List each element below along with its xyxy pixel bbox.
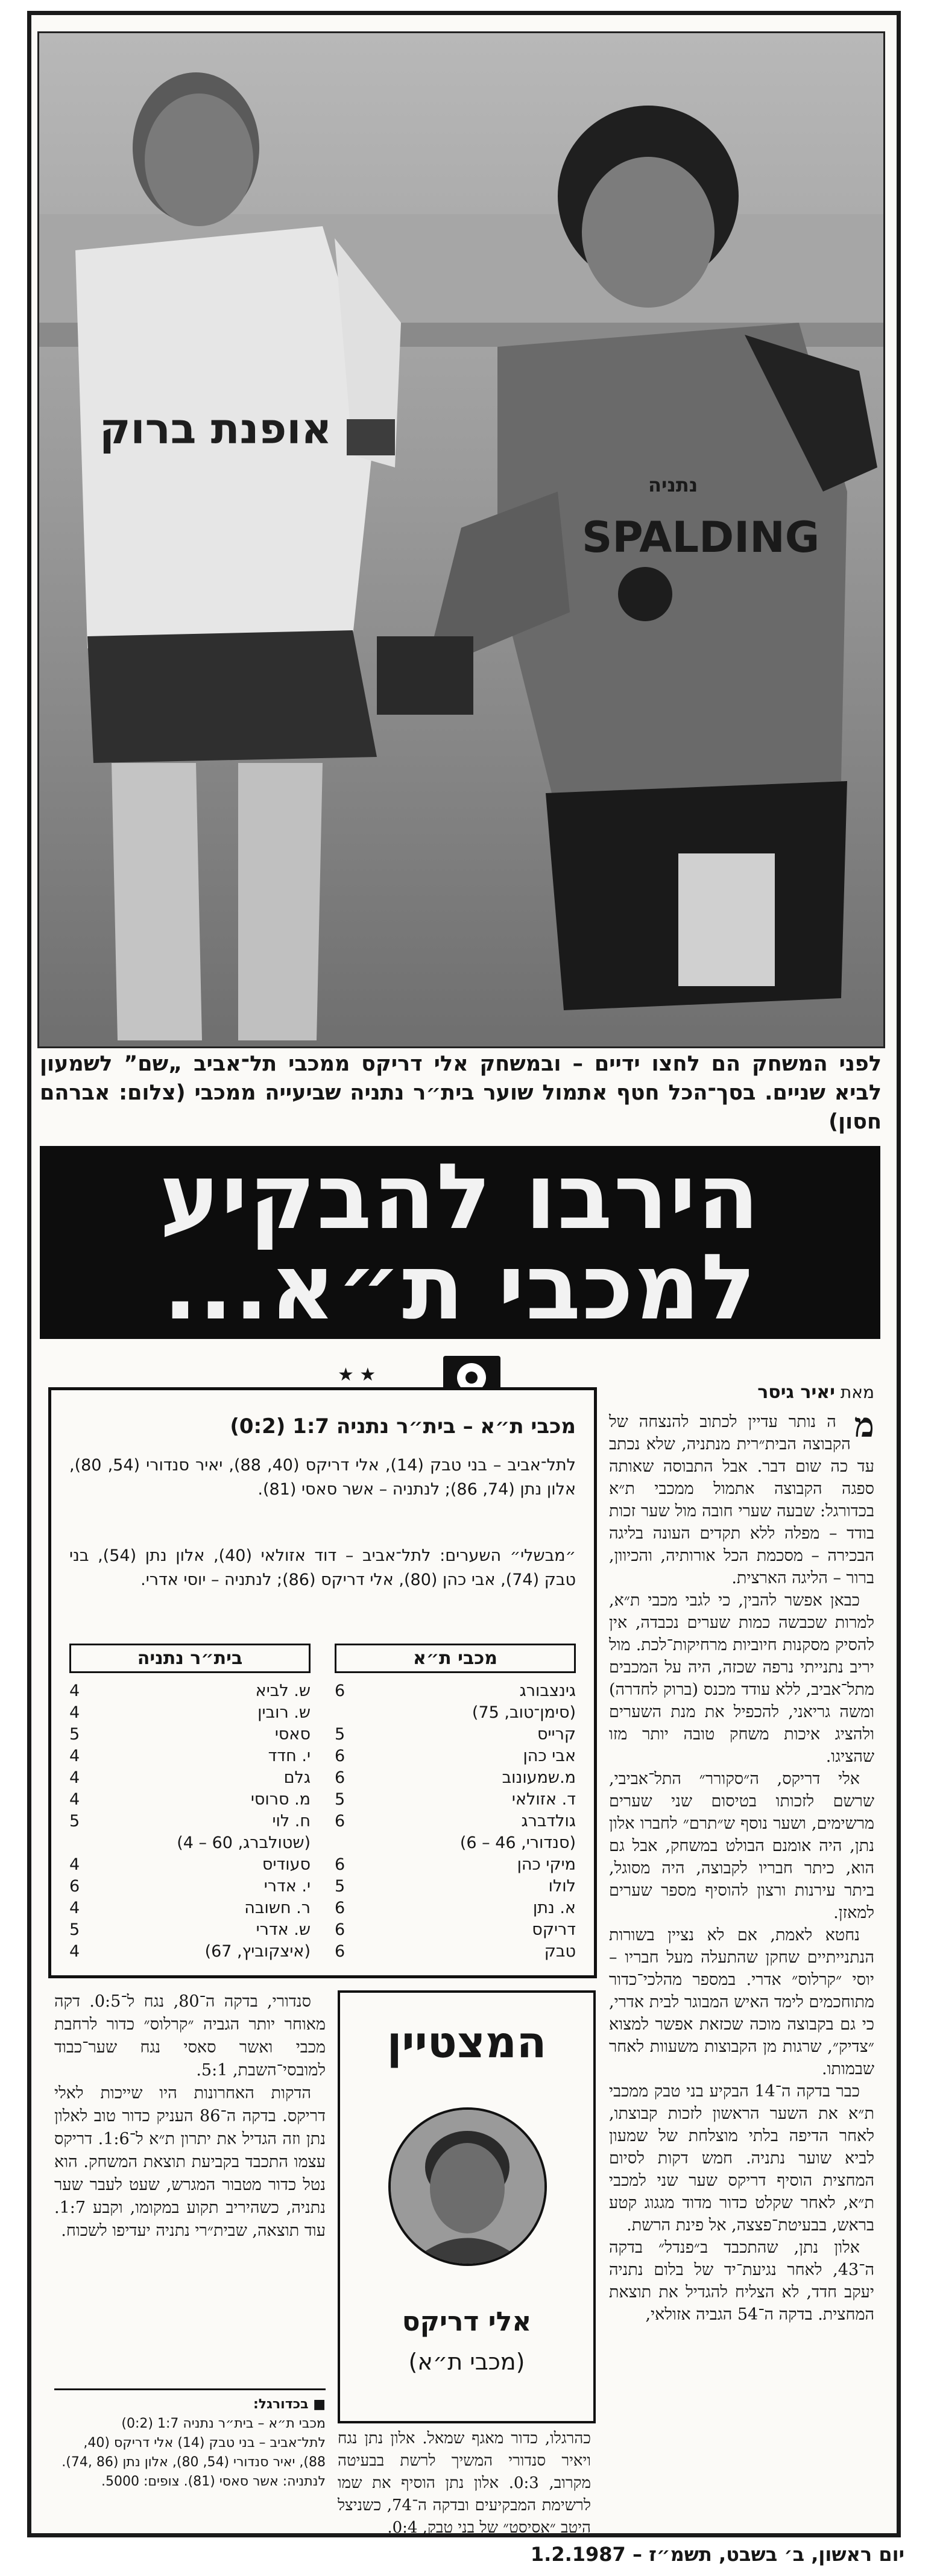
lineup-row [335, 1724, 576, 1745]
player-name: י. חדד [268, 1747, 311, 1765]
player-rating: 6 [335, 1682, 345, 1700]
date-footer: יום ראשון, ב׳ בשבט, תשמ״ז – 1.2.1987 [530, 2543, 904, 2566]
lineup-row [69, 1854, 311, 1876]
lineup-row [69, 1897, 311, 1919]
left-shirt-sponsor: אופנת ברוק [99, 404, 332, 454]
lineup-row [69, 1702, 311, 1724]
player-rating: 6 [335, 1768, 345, 1787]
player-name: גולדברג [521, 1812, 576, 1831]
player-name: (סימן־טוב, 75) [472, 1703, 576, 1722]
lineup-row [335, 1876, 576, 1897]
away-team-header: בית״ר נתניה [69, 1644, 311, 1673]
player-rating: 6 [335, 1920, 345, 1939]
player-rating: 5 [335, 1790, 345, 1809]
standout-title: המצטיין [386, 2017, 547, 2068]
byline-author: יאיר גיסר [757, 1382, 835, 1403]
goals-summary: לתל־אביב – בני טבק (14), אלי דריקס (40, 88), יאיר סנדורי (54, 80), אלון נתן (74, 86); לנתניה – אשר סאסי (81). [69, 1456, 576, 1499]
article-paragraph: אלון נתן, שהתכבד ב״פנדל״ בדקה ה־43, לאחר נגיעת־יד של בלום נתניה יעקב חדד, לא הצליח להגדיל את תוצאת המחצית. בדקה ה־54 הגביה אזולאי, [609, 2238, 874, 2324]
brief-line: לתל־אביב – בני טבק (14) אלי דריקס (40, 88), יאיר סנדורי (54, 80), אלון נתן (86 ,74). לנתניה: אשר סאסי (81). צופים: 5000. [62, 2435, 326, 2489]
player-rating: 4 [69, 1790, 80, 1809]
player-name: ר. חשובה [244, 1899, 311, 1917]
player-name: מ. סרוסי [250, 1790, 311, 1809]
byline [609, 1381, 874, 1404]
player-name: מיקי כהן [517, 1855, 576, 1874]
player-name: ש. לביא [255, 1682, 311, 1700]
brief-line: מכבי ת״א – בית״ר נתניה 1:7 (0:2) [121, 2416, 326, 2431]
byline-prefix: מאת [840, 1382, 874, 1402]
player-name: גלם [283, 1768, 311, 1787]
player-name: (איצקוביץ, 67) [204, 1942, 311, 1961]
player-name: גינצבורג [519, 1682, 576, 1700]
player-rating: 6 [335, 1899, 345, 1917]
brief-label: ■ בכדורגל: [253, 2397, 326, 2412]
lineup-row [335, 1680, 576, 1702]
article-paragraph: כבר בדקה ה־14 הבקיע בני טבק ממכבי ת״א את השער הראשון לזכות קבוצתו, לאחר הדיפה בלתי מוצלחת של שמעון לביא שוער נתניה. חמש דקות לסיום המחצית הוסיף דריקס שער שני למכבי ת״א, לאחר שקלט כדור מדוד מגגוג קטע בראש, בבעיטת־פצצה, אל פינת הרשת. [609, 2082, 874, 2235]
lineup-row [335, 1789, 576, 1811]
player-rating: 4 [69, 1747, 80, 1765]
player-name: אבי כהן [523, 1747, 576, 1765]
match-stats-box [48, 1387, 597, 1978]
photo-caption [40, 1049, 882, 1140]
player-rating: 6 [335, 1747, 345, 1765]
player-name: י. אדרי [263, 1877, 311, 1896]
player-name: ד. אזולאי [511, 1790, 576, 1809]
headline-line-1: הירבו להבקיע [159, 1145, 761, 1250]
lineup-row [335, 1897, 576, 1919]
player-name: ש. אדרי [256, 1920, 311, 1939]
right-shirt-team: נתניה [648, 473, 698, 496]
player-name: מ.שמעונוב [502, 1768, 576, 1787]
rating-stars: ★ ★ [338, 1364, 376, 1385]
player-rating: 4 [69, 1942, 80, 1961]
drop-cap: מ [854, 1405, 874, 1445]
player-rating: 6 [335, 1942, 345, 1961]
lineup-row [69, 1767, 311, 1789]
lineup-row [69, 1789, 311, 1811]
player-rating: 6 [335, 1855, 345, 1874]
lineup-row [69, 1832, 311, 1854]
lineup-row [335, 1702, 576, 1724]
player-rating: 5 [69, 1812, 80, 1831]
player-rating: 5 [69, 1920, 80, 1939]
match-photo [37, 31, 885, 1048]
photo-credit: (צלום: אברהם חסון) [40, 1081, 882, 1134]
standout-player-box [338, 1990, 596, 2423]
player-rating: 6 [69, 1877, 80, 1896]
player-rating: 4 [69, 1703, 80, 1722]
player-name: סאסי [274, 1725, 311, 1744]
player-rating: 4 [69, 1768, 80, 1787]
article-left-column [54, 1990, 326, 2328]
headline-line-2: למכבי ת״א... [163, 1235, 757, 1340]
article-paragraph: הדקות האחרונות היו שייכות לאלי דריקס. בדקה ה־86 העניק כדור טוב לאלון נתן וזה הגדיל את יתרון ת״א ל־1:6. דריקס עצמו התכבד בקביעת תוצאת המשחק. הוא נטל כדור מטבור המגרש, שעט לעבר שער נתניה, כשהיריב תקוע במקומו, וקבע 1:7. עוד תוצאה, שבית״רי נתניה יעדיפו לשכוח. [54, 2084, 326, 2240]
player-rating: 5 [335, 1877, 345, 1896]
player-name: ש. רובין [257, 1703, 311, 1722]
away-lineup [69, 1644, 311, 1963]
lineup-row [69, 1876, 311, 1897]
lineup-row [69, 1724, 311, 1745]
player-rating: 5 [335, 1725, 345, 1744]
article-paragraph: כבאן אפשר להבין, כי לגבי מכבי ת״א, למרות שכבשה כמות שערים נכבדה, אין להסיק מסקנות חיוביות מרחיקות־לכת. מול יריב נתנייתי נרפה שכזה, היה על המכבים מתל־אביב, ללא עודד מכנס (ברוק לחדרה) ומשה גריאני, להכפיל את מנת השערים ולהציג איכות משחק טובה יותר מזו שהציגו. [609, 1591, 874, 1766]
player-rating: 6 [335, 1812, 345, 1831]
lineup-row [335, 1767, 576, 1789]
player-portrait [388, 2107, 547, 2266]
article-main-column [609, 1381, 874, 2515]
lineup-row [335, 1811, 576, 1832]
article-paragraph: סנדורי, בדקה ה־80, נגח ל־0:5. דקה מאוחר יותר הגביה ״קרלוס״ כדור לרחבת מכבי ואשר סאסי נגח שער־כבוד למובסי־השבת, 5:1. [54, 1992, 326, 2080]
lineup-row [69, 1745, 311, 1767]
player-name: טבק [544, 1942, 576, 1961]
lineup-row [69, 1919, 311, 1941]
headline-banner [40, 1146, 880, 1339]
article-paragraph: אלי דריקס, ה״סקורר״ התל־אביבי, שרשם לזכותו בטיסום שני שערים מרשימים, ושער נוסף ש״תרם״ לחברו אלון נתן, היה אומנם הבולט במשחק, אבל גם הוא, כיתר חבריו לקבוצה, היה מסוגל, ביתר עירנות ורצון להוסיף מספר שערים למאזן. [609, 1770, 874, 1922]
home-lineup [335, 1644, 576, 1963]
lineup-row [335, 1919, 576, 1941]
player-name: דריקס [532, 1920, 576, 1939]
player-name: סעודיס [262, 1855, 311, 1874]
results-brief [54, 2388, 326, 2525]
player-name: (שטולברג, 60 – 4) [177, 1834, 311, 1852]
article-middle-column: כהרגלו, כדור מאגף שמאל. אלון נתן נגח ויאיר סנדורי המשיך לרשת בבעיטה מקרוב, 0:3. אלון נתן הוסיף את שמו לרשימת המבקיעים ובדקה ה־74, כשניצל היטב ״אסיסט״ של בני טבק, 0:4. [338, 2429, 591, 2537]
player-rating: 4 [69, 1855, 80, 1874]
lineup-row [69, 1680, 311, 1702]
caption-text: לפני המשחק הם לחצו ידיים – ובמשחק אלי דריקס ממכבי תל־אביב „שם” לשמעון לביא שניים. בסך־הכל חטף אתמול שוער בית״ר נתניה שביעייה ממכבי [40, 1052, 882, 1105]
player-name: קרייס [537, 1725, 576, 1744]
player-name: א. נתן [532, 1899, 576, 1917]
standout-player-name: אלי דריקס [402, 2306, 532, 2337]
player-name: לולו [548, 1877, 576, 1896]
right-shirt-sponsor: SPALDING [582, 513, 820, 562]
player-name: (סנדורי, 46 – 6) [459, 1834, 576, 1852]
article-paragraph: ה נותר עדיין לכתוב להנצחה של הקבוצה הבית״רית מנתניה, שלא נכתב עד כה שום דבר. אבל התבוסה שאותה ספגה הקבוצה אתמול ממכבי ת״א בכדורגל: שבעה שערי חובה מול שער זכות בודד – מפלה ללא תקדים העונה בליגה הבכירה – מסכמת הכל אורותיה, והכיוון, ברור – הליגה הארצית. [609, 1413, 874, 1587]
lineup-row [335, 1941, 576, 1963]
player-rating: 4 [69, 1899, 80, 1917]
lineup-row [335, 1745, 576, 1767]
player-rating: 4 [69, 1682, 80, 1700]
match-score-title: מכבי ת״א – בית״ר נתניה 1:7 (0:2) [230, 1414, 576, 1438]
lineup-row [335, 1832, 576, 1854]
article-paragraph: נחטא לאמת, אם לא נציין בשורות הנתנייתיים שחקן שהתעלה מעל חבריו – יוסי ״קרלוס״ אדרי. במספר מהלכי־כדור מתוחכמים לימד האיש המבוגר לבית אדרי, כי גם בקבוצה מוכה שכזאת אפשר למצוא ״צדיק״, שרגות מן הקבוצות משעוות לאחר שבמותו. [609, 1926, 874, 2078]
lineup-row [335, 1854, 576, 1876]
player-name: ח. לוי [272, 1812, 311, 1831]
home-team-header: מכבי ת״א [335, 1644, 576, 1673]
assists-summary: ״מבשלי״ השערים: לתל־אביב – דוד אזולאי (40), אלון נתן (54), בני טבק (74), אבי כהן (80), אלי דריקס (86); לנתניה – יוסי אדרי. [69, 1546, 576, 1589]
lineup-row [69, 1941, 311, 1963]
lineup-row [69, 1811, 311, 1832]
player-rating: 5 [69, 1725, 80, 1744]
standout-player-club: (מכבי ת״א) [408, 2349, 525, 2375]
